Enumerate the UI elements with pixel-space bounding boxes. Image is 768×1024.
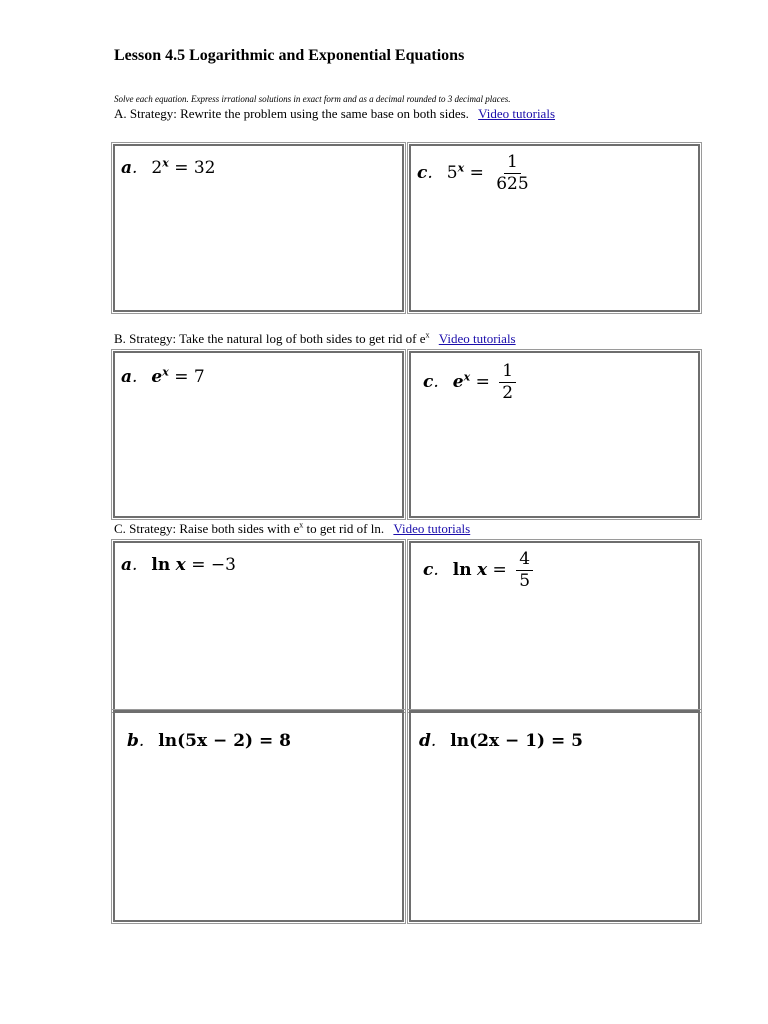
page-title: Lesson 4.5 Logarithmic and Exponential Equations — [114, 47, 465, 64]
strategy-a-text: A. Strategy: Rewrite the problem using the same base on both sides. — [114, 106, 469, 121]
problem-b-a: a . $e^x = 7$ — [121, 367, 205, 387]
fraction: $\frac{4}{5}$ — [516, 549, 533, 592]
problem-c-d: d . ln(2x − 1) = 5 — [419, 731, 583, 751]
problem-box-c-c — [409, 541, 700, 711]
strategy-c — [114, 521, 470, 537]
problem-box-c-a — [113, 541, 404, 711]
fraction: $\frac{1}{2}$ — [499, 361, 516, 404]
video-tutorials-link-a[interactable]: Video tutorials — [478, 106, 556, 121]
problem-a-c: c . 5$^x$ = $\frac{1}{625}$ — [417, 152, 532, 195]
problem-box-c-b — [113, 711, 404, 922]
strategy-b — [114, 331, 516, 347]
problem-b-c: c . $e^x$ = $\frac{1}{2}$ — [423, 361, 516, 404]
problem-box-c-d — [409, 711, 700, 922]
video-tutorials-link-c[interactable]: Video tutorials — [393, 521, 471, 536]
instructions: Solve each equation. Express irrational solutions in exact form and as a decimal rounded to 3 decimal places. — [114, 94, 511, 104]
problem-box-b-c — [409, 351, 700, 518]
video-tutorials-link-b[interactable]: Video tutorials — [438, 331, 516, 346]
fraction: $\frac{1}{625}$ — [496, 152, 529, 194]
problem-c-c: c . ln x = $\frac{4}{5}$ — [423, 549, 533, 592]
strategy-b-text: B. Strategy: Take the natural log of both sides to get rid of $e^x$ — [114, 330, 430, 346]
strategy-a — [114, 106, 555, 122]
problem-a-a: a . 2$^x$ = 32 — [121, 158, 216, 178]
problem-box-b-a — [113, 351, 404, 518]
problem-c-a: a . ln x = −3 — [121, 555, 236, 575]
problem-box-a-a — [113, 144, 404, 312]
problem-box-a-c — [409, 144, 700, 312]
strategy-c-text: C. Strategy: Raise both sides with $e^x$ to get rid of ln. — [114, 520, 385, 536]
problem-c-b: b . ln(5x − 2) = 8 — [127, 731, 291, 751]
